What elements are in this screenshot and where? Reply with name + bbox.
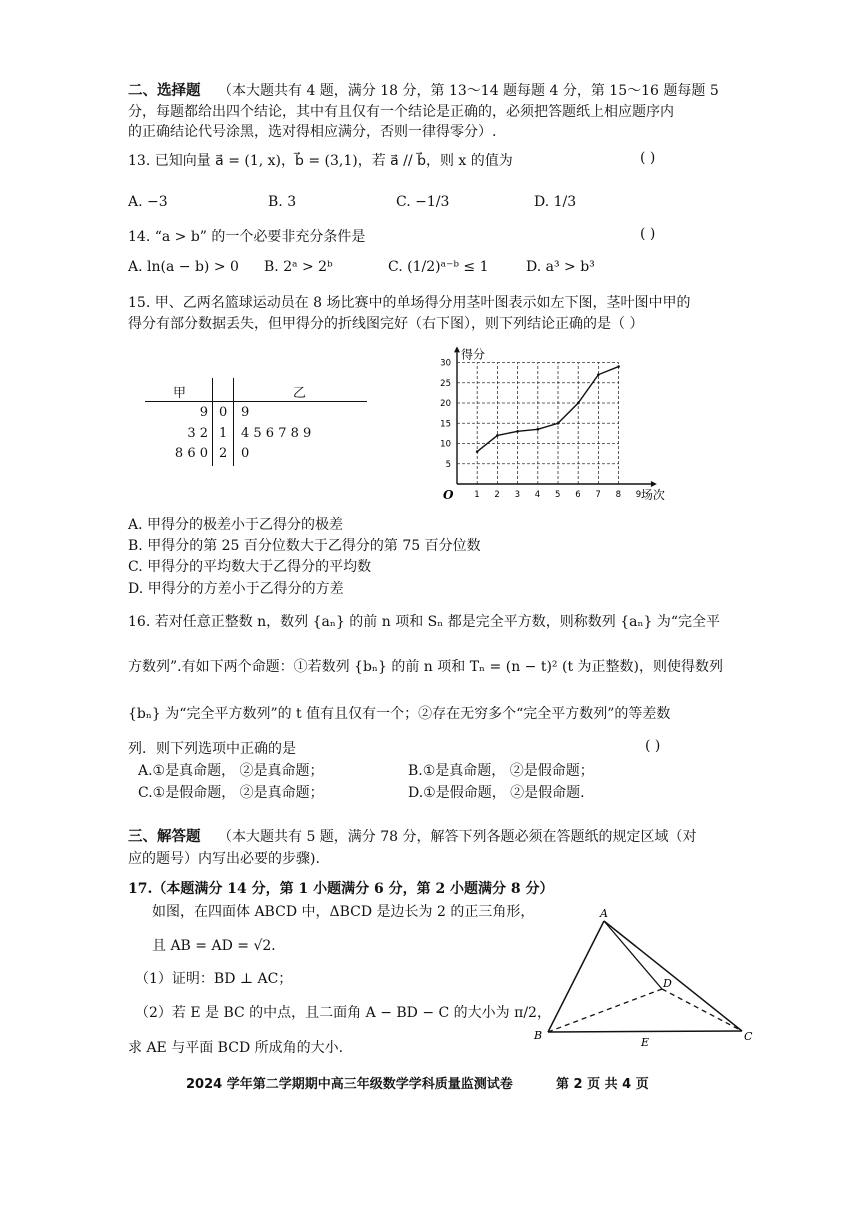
y-tick-label: 15 [440, 419, 451, 430]
data-point [557, 422, 560, 425]
stem-leaf-right: 0 [241, 446, 250, 461]
stem-leaf-left: 9 [199, 405, 208, 420]
answer-bracket: ( ) [640, 226, 656, 242]
stem-value: 2 [219, 446, 228, 461]
edge-dc [662, 989, 742, 1031]
q16-option-d: D.①是假命题， ②是假命题. [408, 785, 585, 801]
stem-divider-right [233, 378, 234, 466]
answer-bracket: ( ) [640, 150, 656, 166]
q17-line: 且 AB = AD = √2． [152, 938, 286, 954]
q14-option-d: D. a³ > b³ [526, 259, 595, 275]
section2-desc: （本大题共有 4 题，满分 18 分，第 13～14 题每题 4 分，第 15～16 题每题 5 [218, 83, 719, 99]
edge-ab [548, 921, 604, 1032]
q16-option-a: A.①是真命题， ②是真命题； [138, 763, 324, 779]
edge-bd [548, 989, 662, 1032]
q17-line: （1）证明：BD ⊥ AC； [135, 971, 293, 987]
q15-option-c: C. 甲得分的平均数大于乙得分的平均数 [128, 559, 372, 575]
section2-desc: 分，每题都给出四个结论，其中有且仅有一个结论是正确的，必须把答题纸上相应题序内 [128, 104, 674, 120]
q13-option-a: A. −3 [128, 194, 168, 210]
q16-line: 列．则下列选项中正确的是 [128, 741, 296, 757]
x-tick-label: 9 [635, 490, 642, 500]
section3-desc: 应的题号）内写出必要的步骤). [128, 851, 320, 867]
x-axis-label: 场次 [640, 488, 665, 502]
x-tick-label: 5 [555, 490, 561, 500]
q13-stem: 13. 已知向量 a⃗ = (1, x)，b⃗ = (3,1)，若 a⃗ // b⃗，则 x 的值为 [128, 153, 513, 169]
x-tick-label: 2 [494, 490, 500, 500]
stem-leaf-left: 8 6 0 [174, 446, 208, 461]
answer-bracket: ( ) [645, 738, 661, 754]
score-line-chart [425, 336, 685, 506]
y-axis-arrow [454, 346, 460, 352]
data-point [617, 365, 620, 368]
q16-line: {bₙ} 为“完全平方数列”的 t 值有且仅有一个；②存在无穷多个“完全平方数列”的等差数 [128, 706, 671, 722]
edge-ad [604, 921, 662, 989]
section2-title: 二、选择题 [128, 83, 201, 99]
stem-value: 1 [219, 426, 228, 441]
y-tick-label: 25 [440, 378, 451, 389]
y-axis-label: 得分 [461, 347, 486, 362]
q14-option-a: A. ln(a − b) > 0 [128, 259, 239, 275]
data-point [496, 434, 499, 437]
x-tick-label: 7 [595, 490, 601, 500]
header-rule [145, 401, 367, 402]
origin-label: O [443, 488, 454, 502]
q15-option-a: A. 甲得分的极差小于乙得分的极差 [128, 517, 344, 533]
section3-desc: （本大题共有 5 题，满分 78 分，解答下列各题必须在答题纸的规定区域（对 [218, 829, 697, 845]
x-tick-label: 1 [474, 490, 480, 500]
vertex-b: B [534, 1029, 543, 1042]
q15-option-b: B. 甲得分的第 25 百分位数大于乙得分的第 75 百分位数 [128, 538, 481, 554]
stem-leaf-plot [145, 378, 367, 468]
data-point [597, 373, 600, 376]
q15-line: 得分有部分数据丢失，但甲得分的折线图完好（右下图），则下列结论正确的是（ ） [128, 316, 644, 332]
footer-title: 2024 学年第二学期期中高三年级数学学科质量监测试卷 [186, 1077, 513, 1092]
q17-line: 如图，在四面体 ABCD 中，ΔBCD 是边长为 2 的正三角形， [152, 904, 535, 920]
q15-option-d: D. 甲得分的方差小于乙得分的方差 [128, 581, 344, 597]
y-tick-label: 30 [440, 358, 451, 369]
y-tick-label: 5 [445, 459, 451, 470]
q16-option-b: B.①是真命题， ②是假命题； [408, 763, 594, 779]
data-point [516, 430, 519, 433]
q16-line: 方数列”.有如下两个命题：①若数列 {bₙ} 的前 n 项和 Tₙ = (n − t)² (t 为正整数)，则使得数列 [128, 659, 723, 675]
edge-bc [548, 1031, 742, 1032]
y-tick-label: 10 [440, 439, 451, 450]
point-e: E [641, 1036, 650, 1049]
stem-header-left: 甲 [173, 386, 187, 401]
tetrahedron-figure [530, 905, 770, 1050]
q13-option-b: B. 3 [268, 194, 297, 210]
vertex-d: D [663, 977, 672, 990]
x-tick-label: 4 [534, 490, 541, 500]
section3-title: 三、解答题 [128, 829, 201, 845]
stem-header-right: 乙 [293, 386, 307, 401]
score-line [477, 367, 618, 452]
section2-desc: 的正确结论代号涂黑，选对得相应满分，否则一律得零分）. [128, 124, 497, 140]
data-point [537, 428, 540, 431]
q13-option-c: C. −1/3 [396, 194, 450, 210]
q17-line: 求 AE 与平面 BCD 所成角的大小. [128, 1040, 344, 1056]
x-axis-arrow [651, 481, 657, 487]
q17-line: （2）若 E 是 BC 的中点，且二面角 A − BD − C 的大小为 π/2， [135, 1005, 551, 1021]
footer-page: 第 2 页 共 4 页 [556, 1077, 649, 1092]
chart-axes [454, 346, 657, 487]
y-tick-label: 20 [440, 399, 451, 409]
q16-line: 16. 若对任意正整数 n，数列 {aₙ} 的前 n 项和 Sₙ 都是完全平方数，则称数列 {aₙ} 为“完全平 [128, 614, 721, 630]
stem-divider-left [212, 378, 213, 466]
q17-head: 17.（本题满分 14 分，第 1 小题满分 6 分，第 2 小题满分 8 分） [128, 881, 554, 897]
q14-option-b: B. 2ᵃ > 2ᵇ [264, 259, 333, 275]
vertex-c: C [744, 1030, 753, 1043]
data-point [577, 402, 580, 405]
stem-leaf-right: 9 [241, 405, 250, 420]
q13-option-d: D. 1/3 [534, 194, 577, 210]
stem-value: 0 [219, 405, 228, 420]
q16-option-c: C.①是假命题， ②是真命题； [138, 785, 324, 801]
q14-stem: 14. “a > b” 的一个必要非充分条件是 [128, 229, 366, 245]
stem-leaf-right: 4 5 6 7 8 9 [241, 426, 312, 441]
q15-line: 15. 甲、乙两名篮球运动员在 8 场比赛中的单场得分用茎叶图表示如左下图，茎叶图中甲的 [128, 295, 691, 311]
vertex-a: A [600, 907, 608, 920]
x-tick-label: 3 [514, 490, 521, 500]
x-tick-label: 6 [575, 490, 581, 500]
stem-leaf-left: 3 2 [187, 426, 208, 441]
data-point [476, 450, 479, 453]
edge-ac [604, 921, 742, 1031]
q14-option-c: C. (1/2)ᵃ⁻ᵇ ≤ 1 [388, 259, 489, 275]
x-tick-label: 8 [615, 490, 622, 500]
chart-ticks [440, 359, 641, 501]
